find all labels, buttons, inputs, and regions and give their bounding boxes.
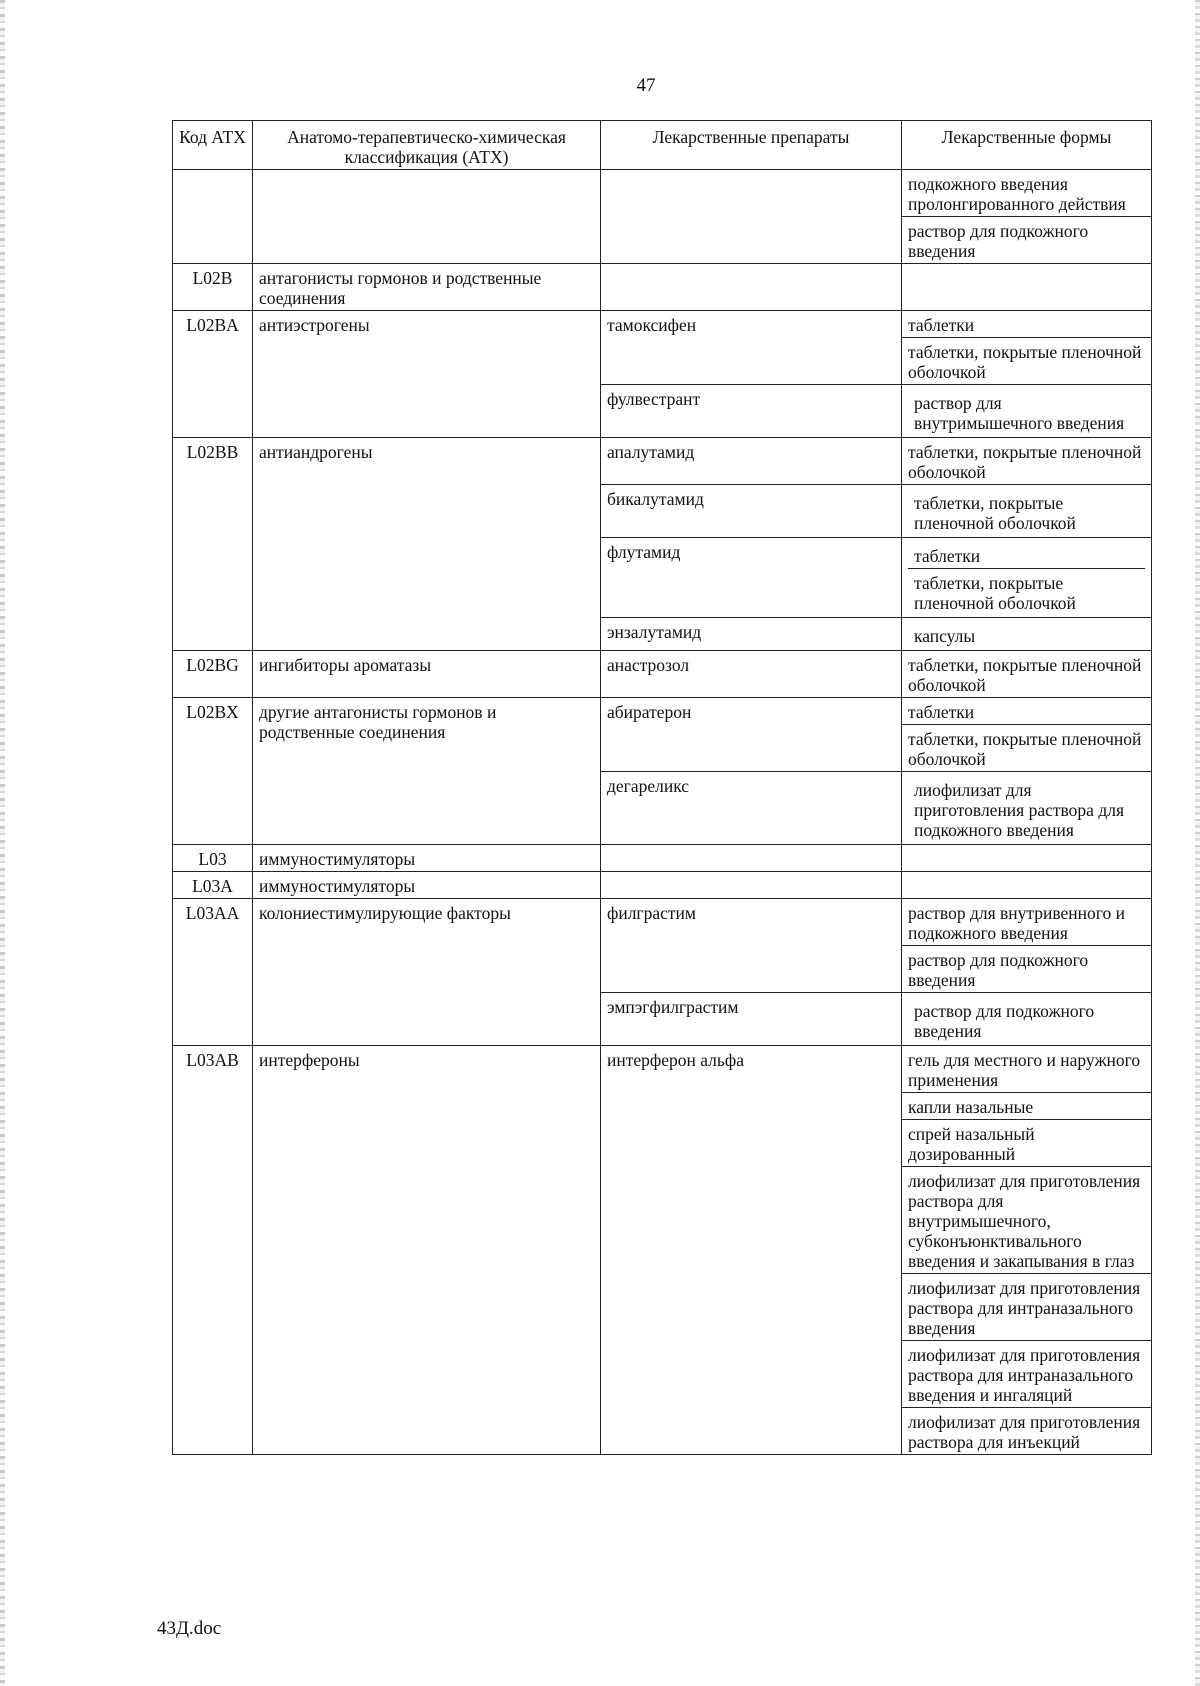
atx-classification-cell: колониестимулирующие факторы: [253, 899, 601, 1046]
header-forms: Лекарственные формы: [902, 121, 1152, 170]
table-body: [173, 170, 1152, 1455]
dosage-forms-cell: [902, 618, 1152, 651]
dosage-form-item: [902, 845, 1151, 851]
dosage-forms-cell: [902, 698, 1152, 772]
dosage-forms-cell: [902, 1046, 1152, 1455]
dosage-form-item: таблетки, покрытые пленочной оболочкой: [914, 493, 1076, 533]
table-row: [173, 845, 1152, 872]
atx-classification-cell: другие антагонисты гормонов и родственные соединения: [253, 698, 601, 845]
drug-name-cell: эмпэгфилграстим: [601, 993, 902, 1046]
atx-code-cell: L03: [173, 845, 253, 872]
dosage-forms-cell: [902, 993, 1152, 1046]
drug-name-cell: [601, 264, 902, 311]
drug-name-cell: апалутамид: [601, 438, 902, 485]
atx-classification-cell: интерфероны: [253, 1046, 601, 1455]
dosage-forms-cell: [902, 651, 1152, 698]
dosage-form-item: подкожного введения пролонгированного действия: [908, 174, 1126, 214]
atx-code-cell: L02B: [173, 264, 253, 311]
dosage-form-item: спрей назальный дозированный: [902, 1119, 1151, 1166]
dosage-forms-cell: [902, 845, 1152, 872]
dosage-form-item: таблетки, покрытые пленочной оболочкой: [908, 568, 1145, 615]
atx-classification-cell: иммуностимуляторы: [253, 845, 601, 872]
table-row: [173, 438, 1152, 485]
dosage-form-item: лиофилизат для приготовления раствора для внутримышечного, субконъюнктивального введения и закапывания в глаз: [902, 1166, 1151, 1273]
atx-classification-cell: антиэстрогены: [253, 311, 601, 438]
dosage-form-item: таблетки, покрытые пленочной оболочкой: [908, 442, 1142, 482]
dosage-form-item: лиофилизат для приготовления раствора для подкожного введения: [914, 780, 1124, 840]
atx-code-cell: L02BB: [173, 438, 253, 651]
drug-name-cell: абиратерон: [601, 698, 902, 772]
dosage-form-item: раствор для подкожного введения: [902, 216, 1151, 263]
header-classification: Анатомо-терапевтическо-химическая классификация (АТХ): [253, 121, 601, 170]
atx-code-cell: L02BG: [173, 651, 253, 698]
drug-name-cell: [601, 170, 902, 264]
drug-name-cell: филграстим: [601, 899, 902, 993]
dosage-form-item: лиофилизат для приготовления раствора для интраназального введения: [902, 1273, 1151, 1340]
scan-edge-left: [0, 0, 5, 1686]
dosage-form-item: таблетки, покрытые пленочной оболочкой: [908, 655, 1142, 695]
dosage-forms-cell: [902, 264, 1152, 311]
table-row: [173, 899, 1152, 993]
drug-name-cell: фулвестрант: [601, 385, 902, 438]
table-row: [173, 170, 1152, 264]
header-drugs: Лекарственные препараты: [601, 121, 902, 170]
dosage-form-item: таблетки: [908, 702, 975, 722]
dosage-forms-cell: [902, 485, 1152, 538]
table-header: [173, 121, 1152, 170]
table-row: [173, 1046, 1152, 1455]
dosage-form-item: [902, 872, 1151, 878]
dosage-form-item: раствор для подкожного введения: [902, 945, 1151, 992]
atx-code-cell: L02BA: [173, 311, 253, 438]
dosage-form-item: лиофилизат для приготовления раствора для инъекций: [902, 1407, 1151, 1454]
dosage-form-item: капли назальные: [902, 1092, 1151, 1119]
atx-classification-cell: иммуностимуляторы: [253, 872, 601, 899]
drug-name-cell: бикалутамид: [601, 485, 902, 538]
drug-name-cell: флутамид: [601, 538, 902, 618]
dosage-form-item: [902, 264, 1151, 270]
dosage-forms-cell: [902, 772, 1152, 845]
header-code: Код АТХ: [173, 121, 253, 170]
atx-table: [172, 120, 1152, 1455]
dosage-form-item: таблетки: [914, 546, 981, 566]
dosage-forms-cell: [902, 311, 1152, 385]
page-number: 47: [636, 75, 656, 96]
drug-name-cell: [601, 845, 902, 872]
scan-edge-right: [1195, 0, 1200, 1686]
atx-code-cell: L03AB: [173, 1046, 253, 1455]
dosage-forms-cell: [902, 872, 1152, 899]
dosage-forms-cell: [902, 385, 1152, 438]
dosage-forms-cell: [902, 538, 1152, 618]
dosage-form-item: таблетки, покрытые пленочной оболочкой: [902, 724, 1151, 771]
dosage-form-item: гель для местного и наружного применения: [908, 1050, 1141, 1090]
atx-classification-cell: [253, 170, 601, 264]
table-row: [173, 311, 1152, 385]
drug-name-cell: энзалутамид: [601, 618, 902, 651]
dosage-forms-cell: [902, 899, 1152, 993]
drug-name-cell: интерферон альфа: [601, 1046, 902, 1455]
dosage-form-item: раствор для внутривенного и подкожного введения: [908, 903, 1126, 943]
table-row: [173, 698, 1152, 772]
footer-filename: 43Д.doc: [157, 1618, 222, 1639]
drug-name-cell: дегареликс: [601, 772, 902, 845]
drug-name-cell: анастрозол: [601, 651, 902, 698]
dosage-forms-cell: [902, 170, 1152, 264]
dosage-form-item: капсулы: [914, 626, 976, 646]
dosage-form-item: таблетки: [908, 315, 975, 335]
drug-name-cell: тамоксифен: [601, 311, 902, 385]
atx-code-cell: L03AA: [173, 899, 253, 1046]
table-row: [173, 264, 1152, 311]
drug-name-cell: [601, 872, 902, 899]
dosage-forms-cell: [902, 438, 1152, 485]
dosage-form-item: раствор для внутримышечного введения: [914, 393, 1125, 433]
header-row: [173, 121, 1152, 170]
dosage-form-item: лиофилизат для приготовления раствора для интраназального введения и ингаляций: [902, 1340, 1151, 1407]
table-row: [173, 872, 1152, 899]
table-row: [173, 651, 1152, 698]
dosage-form-item: раствор для подкожного введения: [914, 1001, 1095, 1041]
dosage-form-item: таблетки, покрытые пленочной оболочкой: [902, 337, 1151, 384]
atx-classification-cell: ингибиторы ароматазы: [253, 651, 601, 698]
atx-code-cell: [173, 170, 253, 264]
atx-code-cell: L02BX: [173, 698, 253, 845]
atx-classification-cell: антиандрогены: [253, 438, 601, 651]
atx-code-cell: L03A: [173, 872, 253, 899]
atx-classification-cell: антагонисты гормонов и родственные соединения: [253, 264, 601, 311]
